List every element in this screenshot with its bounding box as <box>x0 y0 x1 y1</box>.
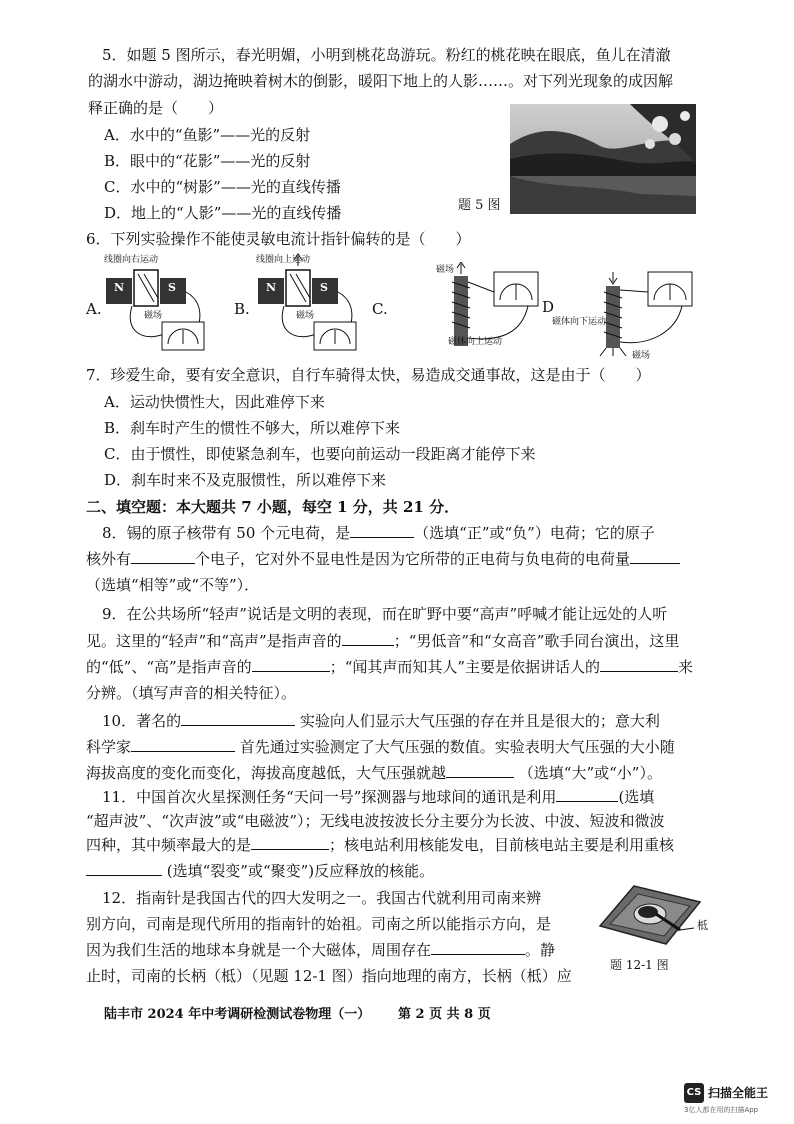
q6-stem: 6．下列实验操作不能使灵敏电流计指针偏转的是（ ） <box>86 230 471 248</box>
q11-blank-2[interactable] <box>251 834 329 850</box>
q12-blank-1[interactable] <box>431 939 525 955</box>
q5-line-2: 的湖水中游动，湖边掩映着树木的倒影，暖阳下地上的人影……。对下列光现象的成因解 <box>88 72 674 90</box>
q11-text-4: (选填“裂变”或“聚变”)反应释放的核能。 <box>166 862 435 880</box>
q7-option-b: B．刹车时产生的惯性不够大，所以难停下来 <box>104 419 401 437</box>
q9-text-3a: 的“低”、“高”是指声音的 <box>86 658 252 676</box>
section-2-heading: 二、填空题：本大题共 7 小题，每空 1 分，共 21 分． <box>86 498 460 516</box>
q6-note-c-motion: 磁体向上运动 <box>448 337 503 347</box>
q12-handle-label: 柢 <box>697 919 708 932</box>
q9-line-4: 分辨。（填写声音的相关特征）。 <box>86 684 297 702</box>
q10-text-2b: 首先通过实验测定了大气压强的数值。实验表明大气压强的大小随 <box>239 738 675 756</box>
q9-text-2b: ；“男低音”和“女高音”歌手同台演出，这里 <box>393 632 680 650</box>
q6-a-field-label: 磁场 <box>144 311 163 321</box>
q9-blank-1[interactable] <box>342 630 394 646</box>
q10-line-1 <box>102 710 660 732</box>
q6-label-a: A. <box>86 300 102 318</box>
q10-line-3 <box>86 762 662 784</box>
q12-text-3a: 因为我们生活的地球本身就是一个大磁体，周围存在 <box>86 941 432 959</box>
q12-sinan-figure <box>596 880 706 950</box>
q6-label-b: B. <box>234 300 250 318</box>
q6-b-field-label: 磁场 <box>296 311 315 321</box>
q9-line-3 <box>86 656 693 678</box>
q8-line-2 <box>86 548 680 570</box>
q11-text-3a: 四种，其中频率最大的是 <box>86 836 252 854</box>
q5-lake-photo <box>510 104 696 214</box>
q9-blank-3[interactable] <box>600 656 678 672</box>
q6-note-b: 线圈向上运动 <box>256 255 311 265</box>
q12-line-2: 别方向，司南是现代所用的指南针的始祖。司南之所以能指示方向，是 <box>86 915 552 933</box>
q6-apparatus-b <box>256 252 366 354</box>
q12-line-1: 12．指南针是我国古代的四大发明之一。我国古代就利用司南来辨 <box>102 889 542 907</box>
q9-line-2 <box>86 630 679 652</box>
q12-figure-caption: 题 12-1 图 <box>610 958 669 972</box>
footer-page-number: 第 2 页 共 8 页 <box>398 1007 491 1022</box>
q10-text-3b: （选填“大”或“小”）。 <box>518 764 662 782</box>
scanner-logo-icon: CS <box>684 1083 704 1103</box>
q8-line-1 <box>102 522 655 544</box>
q5-option-d: D．地上的“人影”——光的直线传播 <box>104 204 342 222</box>
q11-line-3 <box>86 834 674 856</box>
q8-text-2a: 核外有 <box>86 550 132 568</box>
q6-note-d-motion: 磁体向下运动 <box>552 317 607 327</box>
q11-text-1a: 11．中国首次火星探测任务“天问一号”探测器与地球间的通讯是利用 <box>102 788 557 806</box>
q10-line-2 <box>86 736 675 758</box>
q12-line-4: 止时，司南的长柄（柢）（见题 12-1 图）指向地理的南方，长柄（柢）应 <box>86 967 572 985</box>
scanner-watermark <box>684 1081 782 1121</box>
scanner-tagline: 3亿人都在用的扫描App <box>684 1106 759 1114</box>
q11-blank-1[interactable] <box>556 786 618 802</box>
q8-blank-3[interactable] <box>630 548 680 564</box>
q10-text-3a: 海拔高度的变化而变化，海拔高度越低，大气压强就越 <box>86 764 447 782</box>
q11-text-3b: ；核电站利用核能发电，目前核电站主要是利用重核 <box>329 836 675 854</box>
scanner-app-name: 扫描全能王 <box>708 1086 769 1100</box>
q10-text-1b: 实验向人们显示大气压强的存在并且是很大的；意大利 <box>299 712 660 730</box>
q10-blank-3[interactable] <box>446 762 514 778</box>
q11-text-1b: (选填 <box>618 788 655 806</box>
q8-line-3: （选填“相等”或“不等”）． <box>86 576 260 594</box>
q11-line-2: “超声波”、“次声波”或“电磁波”）；无线电波按波长分主要分为长波、中波、短波和微波 <box>86 812 665 830</box>
q5-option-a: A．水中的“鱼影”——光的反射 <box>104 126 311 144</box>
q6-apparatus-d <box>590 262 700 358</box>
q8-text-1b: （选填“正”或“负”）电荷；它的原子 <box>414 524 655 542</box>
q7-option-a: A．运动快惯性大，因此难停下来 <box>104 393 325 411</box>
q8-blank-1[interactable] <box>350 522 414 538</box>
q5-line-3: 释正确的是（ ） <box>88 99 224 117</box>
q6-label-d: D <box>542 298 555 316</box>
q8-blank-2[interactable] <box>131 548 195 564</box>
q6-b-magnet-s: S <box>320 281 328 294</box>
q10-blank-1[interactable] <box>181 710 295 726</box>
q6-a-magnet-s: S <box>168 281 176 294</box>
q8-text-2b: 个电子，它对外不显电性是因为它所带的正电荷与负电荷的电荷量 <box>195 550 631 568</box>
q6-apparatus-a <box>104 252 214 354</box>
q5-option-b: B．眼中的“花影”——光的反射 <box>104 152 311 170</box>
q10-blank-2[interactable] <box>131 736 235 752</box>
q7-option-d: D．刹车时来不及克服惯性，所以难停下来 <box>104 471 387 489</box>
q11-line-1 <box>102 786 654 808</box>
q11-blank-3[interactable] <box>86 860 162 876</box>
q7-stem: 7．珍爱生命，要有安全意识，自行车骑得太快，易造成交通事故，这是由于（ ） <box>86 366 651 384</box>
q9-text-3c: 来 <box>678 658 694 676</box>
q9-text-3b: ；“闻其声而知其人”主要是依据讲话人的 <box>329 658 601 676</box>
q9-text-2a: 见。这里的“轻声”和“高声”是指声音的 <box>86 632 342 650</box>
q7-option-c: C．由于惯性，即使紧急刹车，也要向前运动一段距离才能停下来 <box>104 445 536 463</box>
q6-b-magnet-n: N <box>266 281 277 294</box>
q12-text-3b: 。静 <box>525 941 556 959</box>
footer-exam-title: 陆丰市 2024 年中考调研检测试卷物理（一） <box>104 1007 371 1022</box>
q6-note-a: 线圈向右运动 <box>104 255 159 265</box>
q9-blank-2[interactable] <box>252 656 330 672</box>
q5-option-c: C．水中的“树影”——光的直线传播 <box>104 178 341 196</box>
q6-a-magnet-n: N <box>114 281 125 294</box>
q10-text-2a: 科学家 <box>86 738 132 756</box>
q5-line-1: 5．如题 5 图所示，春光明媚，小明到桃花岛游玩。粉红的桃花映在眼底，鱼儿在清澈 <box>102 46 671 64</box>
q6-note-d-field: 磁场 <box>632 351 651 361</box>
q6-note-c-field: 磁场 <box>436 265 455 275</box>
q11-line-4 <box>86 860 434 882</box>
q10-text-1a: 10．著名的 <box>102 712 182 730</box>
q12-line-3 <box>86 939 555 961</box>
q6-label-c: C. <box>372 300 388 318</box>
q8-text-1a: 8．锡的原子核带有 50 个元电荷，是 <box>102 524 351 542</box>
q5-figure-caption: 题 5 图 <box>458 198 501 213</box>
q9-line-1: 9．在公共场所“轻声”说话是文明的表现，而在旷野中要“高声”呼喊才能让远处的人听 <box>102 605 668 623</box>
